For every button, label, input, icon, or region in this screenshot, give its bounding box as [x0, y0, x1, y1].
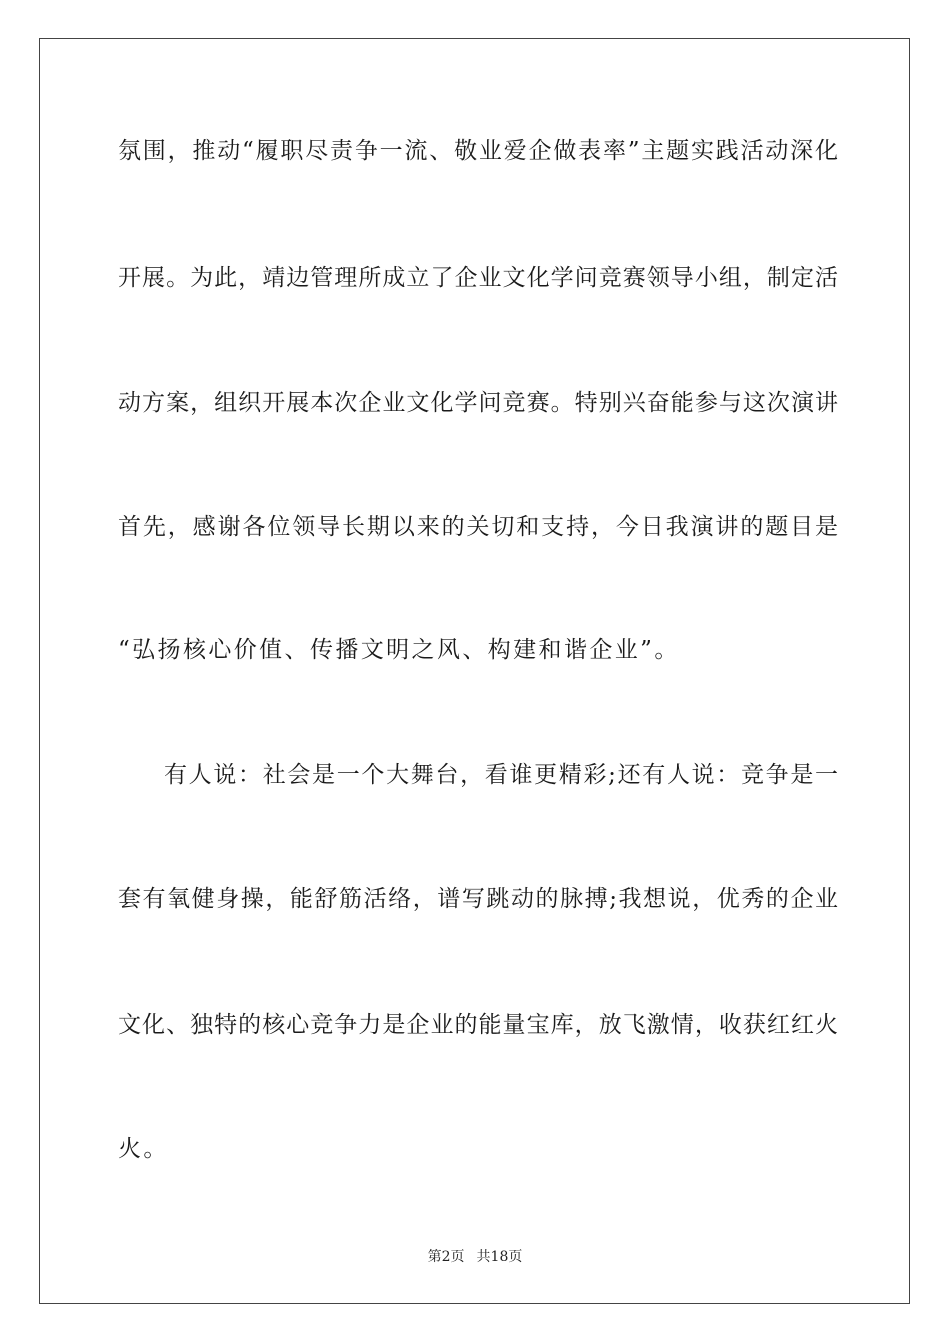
body-line-1: 氛围，推动“履职尽责争一流、敬业爱企做表率”主题实践活动深化 [118, 138, 838, 164]
body-line-9: 火。 [118, 1136, 169, 1162]
page-footer [0, 1248, 950, 1266]
page-total: 共18页 [476, 1249, 523, 1265]
body-line-5: “弘扬核心价值、传播文明之风、构建和谐企业”。 [118, 637, 680, 663]
body-line-3: 动方案，组织开展本次企业文化学问竞赛。特别兴奋能参与这次演讲 [118, 390, 838, 416]
body-line-8: 文化、独特的核心竞争力是企业的能量宝库，放飞激情，收获红红火 [118, 1012, 838, 1038]
body-line-7: 套有氧健身操，能舒筋活络，谱写跳动的脉搏;我想说，优秀的企业 [118, 886, 838, 912]
body-line-4: 首先，感谢各位领导长期以来的关切和支持，今日我演讲的题目是 [118, 514, 838, 540]
page-number: 第2页 [427, 1249, 465, 1265]
page-border [39, 38, 910, 1304]
body-line-6: 有人说：社会是一个大舞台，看谁更精彩;还有人说：竞争是一 [164, 762, 838, 788]
body-line-2: 开展。为此，靖边管理所成立了企业文化学问竞赛领导小组，制定活 [118, 265, 838, 291]
